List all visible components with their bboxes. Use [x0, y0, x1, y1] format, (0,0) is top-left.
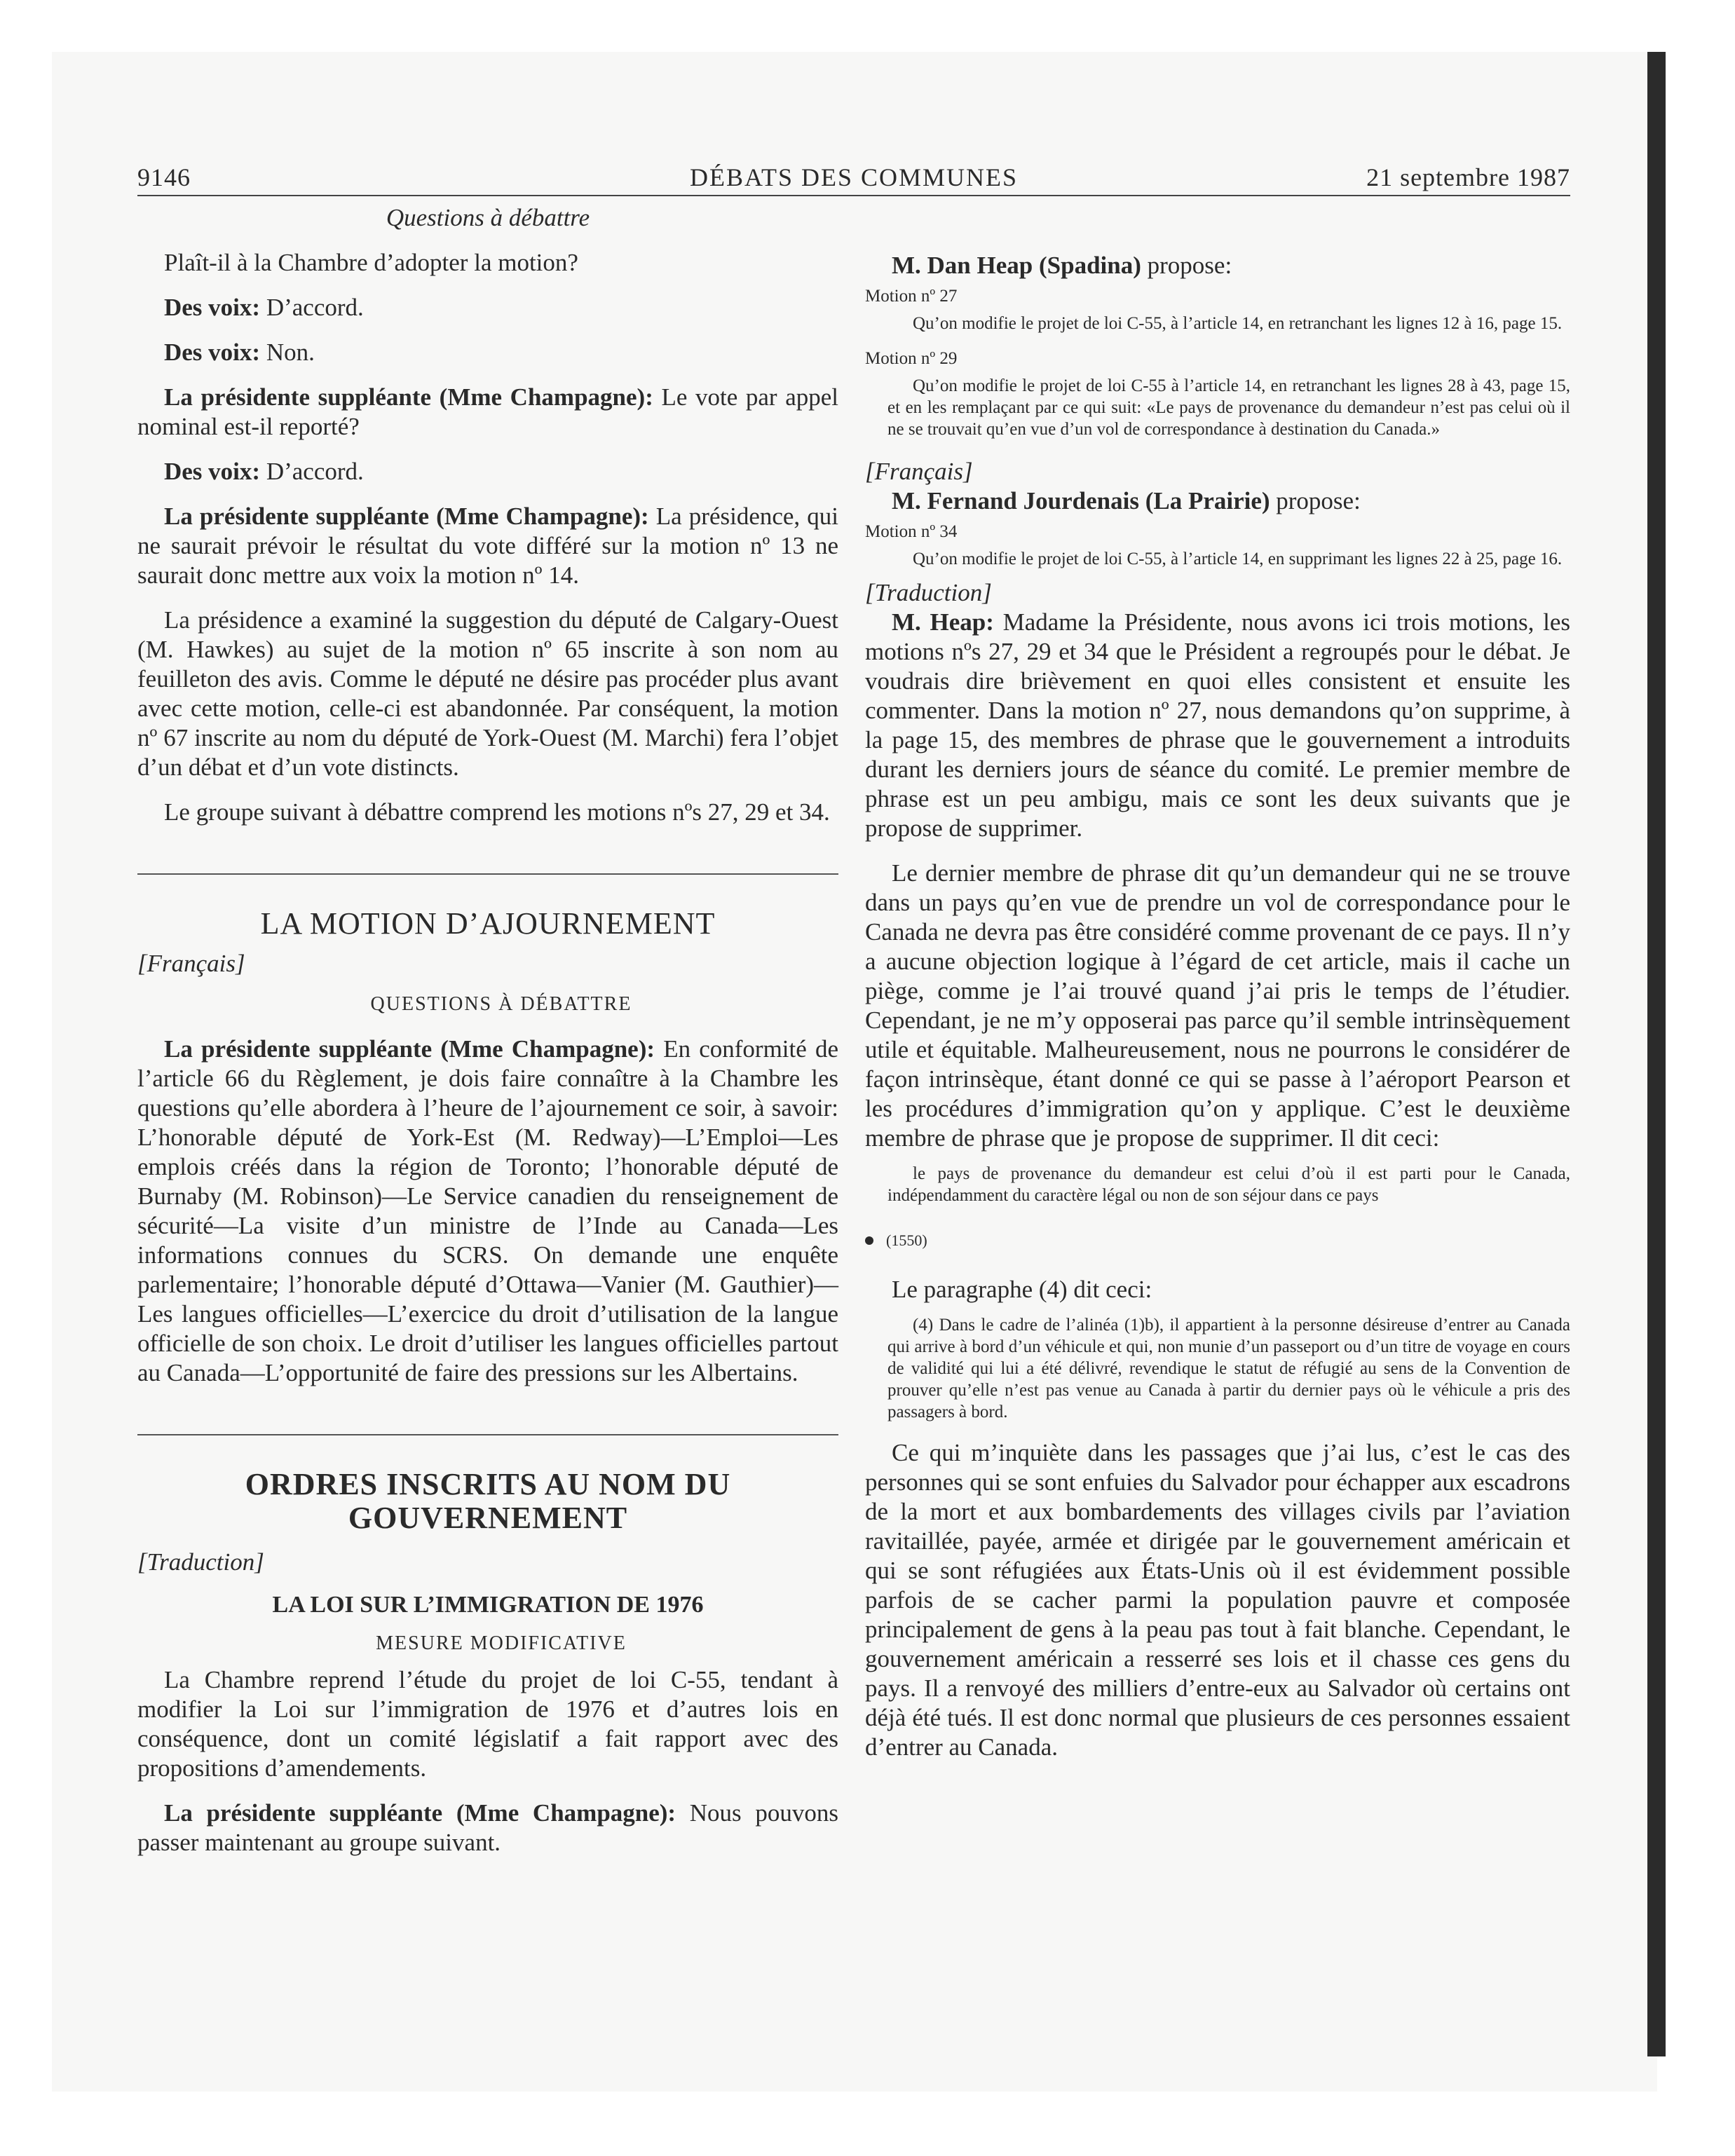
heading-ajournement: LA MOTION D’AJOURNEMENT: [260, 906, 716, 941]
speaker: La présidente suppléante (Mme Champagne):: [164, 503, 649, 530]
time-marker: [865, 1226, 1570, 1255]
subheading: QUESTIONS À DÉBATTRE: [370, 993, 632, 1015]
motion-label: Motion nº 27: [865, 287, 958, 306]
paragraph: Le groupe suivant à débattre comprend les motions nºs 27, 29 et 34.: [164, 798, 830, 826]
subheading: MESURE MODIFICATIVE: [376, 1632, 627, 1654]
quoted-text: (4) Dans le cadre de l’alinéa (1)b), il appartient à la personne désireuse d’entrer au Canada qui arrive à bord d’un véhicule et qui, non munie d’un passeport ou d’un titre de voyage en cours de validité qui lui a été délivré, revendique le statut de réfugié au sens de la Convention de prouver qu’elle n’est pas venue au Canada à partir du dernier pays où le véhicule a pris des passagers à bord.: [887, 1316, 1570, 1421]
speaker: Des voix:: [164, 339, 261, 366]
paragraph: La Chambre reprend l’étude du projet de loi C-55, tendant à modifier la Loi sur l’immigration de 1976 et d’autres lois en conséquence, dont un comité législatif a fait rapport avec des propositions d’amendements.: [137, 1666, 838, 1782]
scan-edge-shadow: [1647, 52, 1666, 2056]
speaker: La présidente suppléante (Mme Champagne):: [164, 1799, 676, 1827]
speaker: M. Fernand Jourdenais (La Prairie): [892, 487, 1270, 514]
language-note: [Traduction]: [137, 1548, 264, 1576]
speaker: Des voix:: [164, 294, 261, 321]
language-note: [Français]: [865, 458, 973, 485]
speech: D’accord.: [260, 294, 364, 321]
speaker: Des voix:: [164, 458, 261, 485]
paragraph: [137, 457, 838, 486]
paragraph: [137, 293, 838, 322]
page-header: [137, 160, 1570, 196]
motion-text: Qu’on modifie le projet de loi C-55 à l’article 14, en retranchant les lignes 28 à 43, page 15, et en les remplaçant par ce qui suit: «Le pays de provenance du demandeur n’est pas celui où il ne se trouvait qu’en vue d’un vol de correspondance à destination du Canada.»: [887, 376, 1570, 439]
paragraph: La présidence a examiné la suggestion du député de Calgary-Ouest (M. Hawkes) au sujet de la motion nº 65 inscrite à son nom au feuilleton des avis. Comme le député ne désire pas procéder plus avant avec cette motion, celle-ci est abandonnée. Par conséquent, la motion nº 67 inscrite au nom du député de York-Ouest (M. Marchi) fera l’objet d’un débat et d’un vote distincts.: [137, 606, 838, 781]
time-stamp: (1550): [886, 1231, 927, 1249]
paragraph: Ce qui m’inquiète dans les passages que j’ai lus, c’est le cas des personnes qui se sont enfuies du Salvador pour échapper aux escadrons de la mort et aux bombardements des villages civils par l’aviation ravitaillée, payée, armée et dirigée par le gouvernement américain et qui se sont réfugiées aux États-Unis où il est évidemment possible parfois de se cacher parmi la population pauvre et composée principalement de gens à la peau pas tout à fait blanche. Cependant, le gouvernement américain a resserré ses lois et il chasse ces gens du pays. Il a renvoyé des milliers d’entre-eux au Salvador où certains ont déjà été tués. Il est donc normal que plusieurs de ces personnes essaient d’entrer au Canada.: [865, 1439, 1570, 1761]
paragraph: Le dernier membre de phrase dit qu’un demandeur qui ne se trouve dans un pays qu’en vue de prendre un vol de correspondance pour le Canada ne devra pas être considéré comme provenant de ce pays. Il n’y a aucune objection logique à l’égard de cet article, mais il cache un piège, comme je l’ai trouvé quand j’ai pris le temps de l’étudier. Cependant, je ne m’y opposerai pas parce qu’il semble intrinsèquement utile et équitable. Malheureusement, nous ne pourrons le considérer de façon intrinsèque, étant donné ce qui se passe à l’aéroport Pearson et les procédures d’immigration qu’on y applique. C’est le deuxième membre de phrase que je propose de supprimer. Il dit ceci:: [865, 859, 1570, 1152]
speaker: M. Heap:: [892, 608, 994, 636]
speaker: La présidente suppléante (Mme Champagne):: [164, 1035, 655, 1063]
speaker: La présidente suppléante (Mme Champagne):: [164, 383, 653, 411]
publication-date: 21 septembre 1987: [1366, 163, 1570, 191]
left-column: [137, 203, 838, 1857]
paragraph: [865, 251, 1570, 280]
speech: Nous pouvons passer maintenant au groupe suivant.: [137, 1799, 838, 1856]
paragraph: [137, 338, 838, 367]
paragraph: [137, 1035, 838, 1388]
speech: En conformité de l’article 66 du Règlement, je dois faire connaître à la Chambre les questions qu’elle abordera à l’heure de l’ajournement ce soir, à savoir: L’honorable député de York-Est (M. Redway)—L’Emploi—Les emplois créés dans la région de Toronto; l’honorable député de Burnaby (M. Robinson)—Le Service canadien du renseignement de sécurité—La visite d’un ministre de l’Inde au Canada—Les informations connues du SCRS. On demande une enquête parlementaire; l’honorable député d’Ottawa—Vanier (M. Gauthier)—Les langues officielles—L’exercice du droit d’utilisation de la langue officielle de son choix. Le droit d’utiliser les langues officielles partout au Canada—L’opportunité de faire des pressions sur les Albertains.: [137, 1035, 838, 1386]
paragraph: [865, 608, 1570, 843]
paragraph: Le paragraphe (4) dit ceci:: [892, 1276, 1152, 1303]
paragraph: [137, 502, 838, 590]
motion-text: Qu’on modifie le projet de loi C-55, à l’article 14, en supprimant les lignes 22 à 25, page 16.: [913, 550, 1563, 568]
speech: La présidence, qui ne saurait prévoir le résultat du vote différé sur la motion nº 13 ne saurait donc mettre aux voix la motion nº 14.: [137, 503, 838, 589]
speech: Non.: [260, 339, 315, 366]
section-divider: [137, 1434, 838, 1435]
speech: propose:: [1270, 487, 1361, 514]
motion-label: Motion nº 34: [865, 522, 958, 541]
speaker: M. Dan Heap (Spadina): [892, 252, 1141, 279]
heading-loi: LA LOI SUR L’IMMIGRATION DE 1976: [272, 1592, 704, 1618]
speech: Le vote par appel nominal est-il reporté?: [137, 383, 838, 440]
speech: D’accord.: [260, 458, 364, 485]
right-column: [865, 203, 1570, 1762]
heading-ordres: ORDRES INSCRITS AU NOM DU GOUVERNEMENT: [245, 1467, 731, 1535]
section-divider: [137, 873, 838, 875]
publication-title: DÉBATS DES COMMUNES: [689, 163, 1019, 191]
language-note: [Français]: [137, 950, 245, 977]
motion-label: Motion nº 29: [865, 349, 958, 368]
paragraph: Plaît-il à la Chambre d’adopter la motion?: [164, 249, 578, 276]
bullet-icon: [865, 1236, 873, 1245]
language-note: [Traduction]: [865, 579, 992, 606]
paragraph: [137, 1799, 838, 1857]
speech: propose:: [1141, 252, 1232, 279]
paragraph: [137, 383, 838, 442]
motion-text: Qu’on modifie le projet de loi C-55, à l’article 14, en retranchant les lignes 12 à 16, page 15.: [913, 314, 1563, 333]
section-heading: Questions à débattre: [386, 204, 590, 231]
speech: Madame la Présidente, nous avons ici trois motions, les motions nºs 27, 29 et 34 que le Président a regroupés pour le débat. Je voudrais dire brièvement en quoi elles consistent et ensuite les commenter. Dans la motion nº 27, nous demandons qu’on supprime, à la page 15, des membres de phrase que le gouvernement a introduits durant les derniers jours de séance du comité. Le premier membre de phrase est un peu ambigu, mais ce sont les deux suivants que je propose de supprimer.: [865, 608, 1571, 842]
paragraph: [865, 486, 1570, 516]
quoted-text: le pays de provenance du demandeur est celui d’où il est parti pour le Canada, indépendamment du caractère légal ou non de son séjour dans ce pays: [887, 1164, 1570, 1205]
page-number: 9146: [137, 163, 191, 191]
